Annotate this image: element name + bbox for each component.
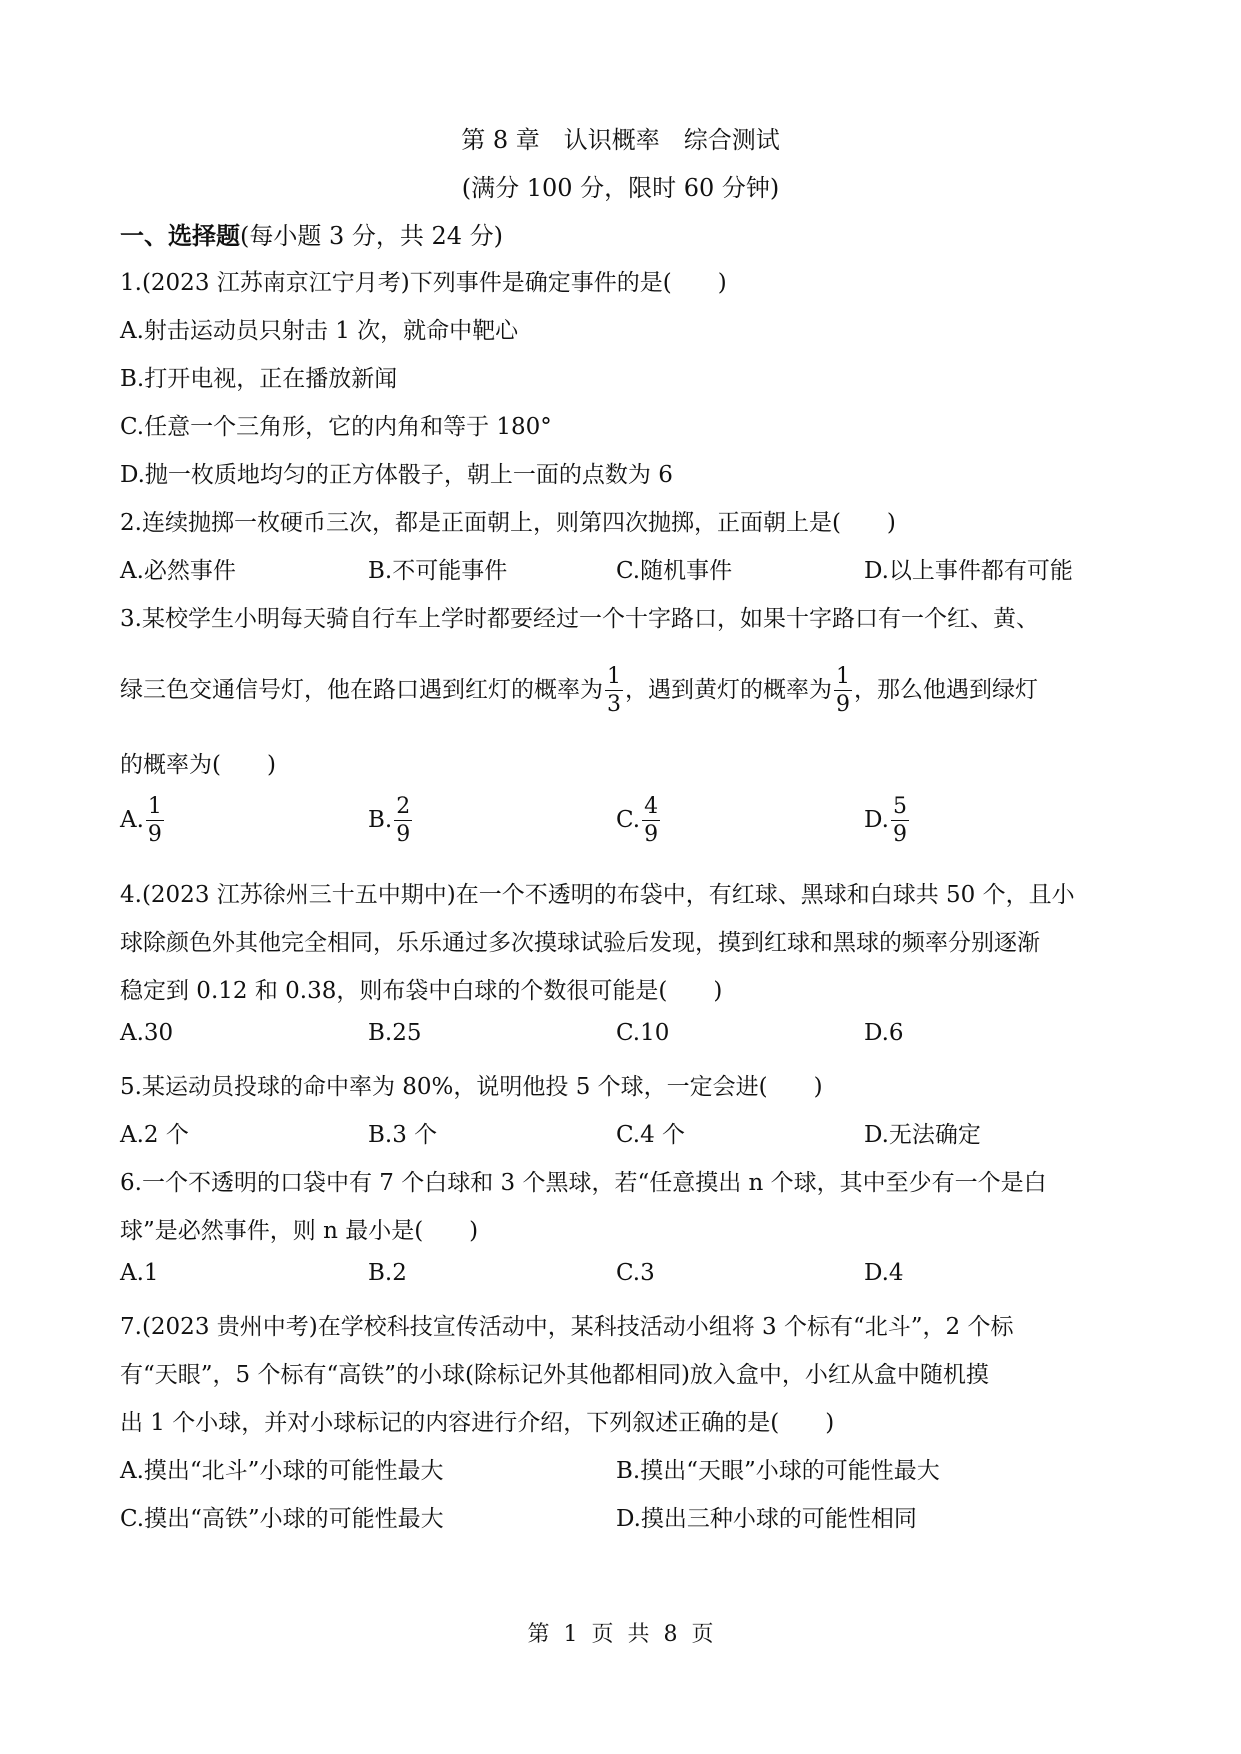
page-subtitle: (满分 100 分，限时 60 分钟) [461, 174, 780, 202]
fraction-denominator: 9 [147, 822, 162, 847]
question-3-text-part-1: 绿三色交通信号灯，他在路口遇到红灯的概率为 [120, 677, 603, 703]
question-4-option-d: D.6 [864, 1020, 904, 1046]
question-3-text-part-3: ，那么他遇到绿灯 [854, 677, 1038, 703]
fraction-numerator: 5 [892, 794, 907, 819]
page-footer: 第 1 页 共 8 页 [527, 1622, 714, 1647]
question-4-option-c: C.10 [616, 1020, 670, 1046]
question-7-option-b: B.摸出“天眼”小球的可能性最大 [616, 1458, 940, 1484]
section-label: 一、选择题 [120, 221, 240, 250]
question-6-stem-line-1: 6.一个不透明的口袋中有 7 个白球和 3 个黑球，若“任意摸出 n 个球，其中至少有一个是白 [120, 1170, 1047, 1196]
fraction-numerator: 2 [396, 794, 411, 819]
page-title: 第 8 章 认识概率 综合测试 [461, 126, 780, 154]
question-4-stem-line-2: 球除颜色外其他完全相同，乐乐通过多次摸球试验后发现，摸到红球和黑球的频率分别逐渐 [120, 930, 1040, 956]
fraction-numerator: 1 [836, 664, 850, 689]
fraction-numerator: 1 [607, 664, 621, 689]
question-1-option-b: B.打开电视，正在播放新闻 [120, 366, 398, 392]
question-3-option-b [368, 796, 414, 846]
yellow-light-fraction [834, 666, 852, 716]
question-2-option-b: B.不可能事件 [368, 558, 508, 584]
fraction-denominator: 9 [836, 692, 850, 717]
question-3-option-a [120, 796, 166, 846]
option-letter: D. [864, 807, 889, 833]
option-fraction [891, 796, 909, 846]
question-1-stem: 1.(2023 江苏南京江宁月考)下列事件是确定事件的是( ) [120, 270, 727, 296]
question-4-stem-line-1: 4.(2023 江苏徐州三十五中期中)在一个不透明的布袋中，有红球、黑球和白球共 50 个，且小 [120, 882, 1075, 908]
question-2-option-c: C.随机事件 [616, 558, 733, 584]
fraction-denominator: 9 [396, 822, 411, 847]
question-6-option-a: A.1 [120, 1260, 159, 1286]
question-4-option-a: A.30 [120, 1020, 174, 1046]
question-3-stem-line-2 [120, 666, 1038, 716]
section-note: (每小题 3 分，共 24 分) [240, 222, 504, 250]
question-2-option-d: D.以上事件都有可能 [864, 558, 1073, 584]
question-6-option-d: D.4 [864, 1260, 904, 1286]
question-1-option-a: A.射击运动员只射击 1 次，就命中靶心 [120, 318, 519, 344]
option-letter: C. [616, 807, 641, 833]
option-fraction [146, 796, 164, 846]
fraction-denominator: 9 [892, 822, 907, 847]
question-6-option-b: B.2 [368, 1260, 407, 1286]
question-3-option-d [864, 796, 911, 846]
question-2-option-a: A.必然事件 [120, 558, 236, 584]
question-7-stem-line-3: 出 1 个小球，并对小球标记的内容进行介绍，下列叙述正确的是( ) [120, 1410, 835, 1436]
question-3-text-part-2: ，遇到黄灯的概率为 [625, 677, 832, 703]
option-letter: B. [368, 807, 393, 833]
option-fraction [642, 796, 660, 846]
question-5-stem: 5.某运动员投球的命中率为 80%，说明他投 5 个球，一定会进( ) [120, 1074, 823, 1100]
question-3-stem-line-3: 的概率为( ) [120, 752, 276, 778]
question-7-stem-line-1: 7.(2023 贵州中考)在学校科技宣传活动中，某科技活动小组将 3 个标有“北斗”，2 个标 [120, 1314, 1014, 1340]
question-7-stem-line-2: 有“天眼”，5 个标有“高铁”的小球(除标记外其他都相同)放入盒中，小红从盒中随机摸 [120, 1362, 989, 1388]
question-6-stem-line-2: 球”是必然事件，则 n 最小是( ) [120, 1218, 479, 1244]
option-letter: A. [120, 807, 144, 833]
option-fraction [394, 796, 412, 846]
question-1-option-c: C.任意一个三角形，它的内角和等于 180° [120, 414, 552, 440]
fraction-numerator: 4 [644, 794, 659, 819]
question-4-stem-line-3: 稳定到 0.12 和 0.38，则布袋中白球的个数很可能是( ) [120, 978, 723, 1004]
red-light-fraction [605, 666, 623, 716]
question-5-option-a: A.2 个 [120, 1122, 189, 1148]
question-7-option-c: C.摸出“高铁”小球的可能性最大 [120, 1506, 444, 1532]
question-6-option-c: C.3 [616, 1260, 655, 1286]
question-7-option-a: A.摸出“北斗”小球的可能性最大 [120, 1458, 444, 1484]
section-heading [120, 216, 503, 251]
question-5-option-d: D.无法确定 [864, 1122, 981, 1148]
question-2-stem: 2.连续抛掷一枚硬币三次，都是正面朝上，则第四次抛掷，正面朝上是( ) [120, 510, 896, 536]
question-5-option-c: C.4 个 [616, 1122, 686, 1148]
question-7-option-d: D.摸出三种小球的可能性相同 [616, 1506, 917, 1532]
fraction-denominator: 9 [644, 822, 659, 847]
question-5-option-b: B.3 个 [368, 1122, 438, 1148]
fraction-numerator: 1 [147, 794, 162, 819]
question-3-option-c [616, 796, 662, 846]
question-4-option-b: B.25 [368, 1020, 422, 1046]
question-1-option-d: D.抛一枚质地均匀的正方体骰子，朝上一面的点数为 6 [120, 462, 673, 488]
question-3-stem-line-1: 3.某校学生小明每天骑自行车上学时都要经过一个十字路口，如果十字路口有一个红、黄、 [120, 606, 1039, 632]
fraction-denominator: 3 [607, 692, 621, 717]
